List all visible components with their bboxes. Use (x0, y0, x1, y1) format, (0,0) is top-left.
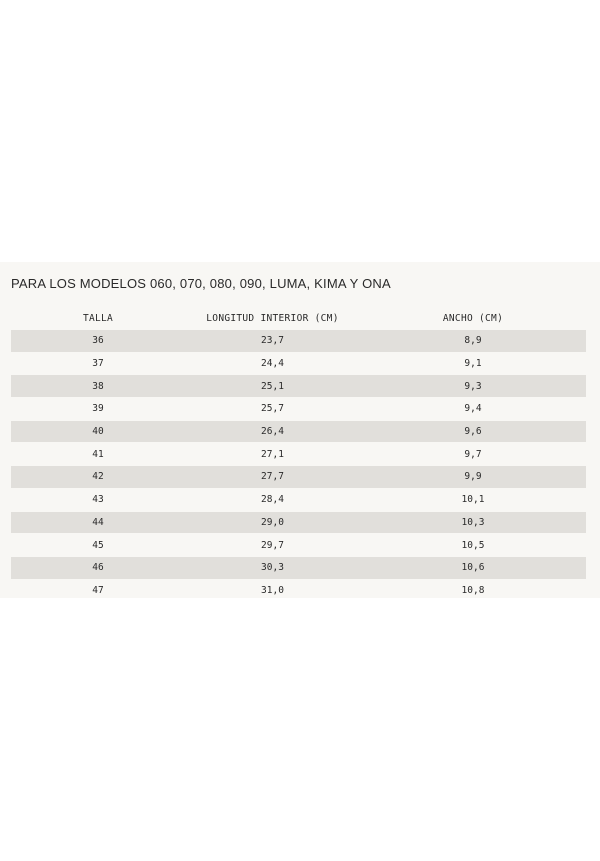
inner-length-cell: 27,7 (185, 466, 360, 489)
inner-length-cell: 25,7 (261, 403, 284, 415)
size-cell: 44 (11, 511, 185, 534)
table-row (11, 330, 586, 353)
size-cell: 42 (11, 466, 185, 489)
size-guide-title: PARA LOS MODELOS 060, 070, 080, 090, LUMA, KIMA Y ONA (11, 276, 391, 291)
inner-length-cell: 30,3 (185, 556, 360, 579)
size-guide-panel (0, 262, 600, 598)
size-cell: 45 (92, 539, 104, 551)
width-cell: 10,3 (360, 511, 586, 534)
width-cell: 9,6 (360, 420, 586, 443)
size-table-body (11, 330, 586, 602)
table-row (11, 534, 586, 557)
inner-length-cell: 24,4 (261, 358, 284, 370)
size-cell: 41 (92, 448, 104, 460)
size-cell: 37 (92, 358, 104, 370)
table-row (11, 466, 586, 489)
table-row (11, 488, 586, 511)
table-row (11, 352, 586, 375)
size-table (11, 308, 586, 601)
header-row (11, 308, 586, 330)
size-cell: 38 (11, 375, 185, 398)
inner-length-cell: 29,0 (185, 511, 360, 534)
width-cell: 10,5 (461, 539, 485, 551)
inner-length-cell: 23,7 (185, 330, 360, 353)
size-cell: 36 (11, 330, 185, 353)
column-header-inner-length: LONGITUD INTERIOR (CM) (206, 313, 339, 324)
column-header-size: TALLA (82, 313, 114, 324)
width-cell: 8,9 (360, 330, 586, 353)
inner-length-cell: 28,4 (261, 494, 284, 506)
size-cell: 46 (11, 556, 185, 579)
table-row (11, 579, 586, 601)
width-cell: 9,1 (464, 358, 482, 370)
width-cell: 10,6 (360, 556, 586, 579)
width-cell: 9,7 (464, 448, 482, 460)
table-row (11, 420, 586, 443)
size-cell: 40 (11, 420, 185, 443)
table-row (11, 556, 586, 579)
size-table-header (11, 308, 586, 330)
table-row (11, 511, 586, 534)
inner-length-cell: 25,1 (185, 375, 360, 398)
table-row (11, 443, 586, 466)
column-header-width: ANCHO (CM) (442, 313, 504, 324)
width-cell: 10,8 (461, 584, 485, 596)
size-cell: 39 (92, 403, 104, 415)
size-cell: 47 (92, 584, 104, 596)
inner-length-cell: 27,1 (261, 448, 284, 460)
inner-length-cell: 29,7 (261, 539, 284, 551)
table-row (11, 375, 586, 398)
inner-length-cell: 26,4 (185, 420, 360, 443)
table-row (11, 398, 586, 421)
width-cell: 9,4 (464, 403, 482, 415)
width-cell: 9,3 (360, 375, 586, 398)
inner-length-cell: 31,0 (261, 584, 284, 596)
size-cell: 43 (92, 494, 104, 506)
width-cell: 10,1 (461, 494, 485, 506)
width-cell: 9,9 (360, 466, 586, 489)
